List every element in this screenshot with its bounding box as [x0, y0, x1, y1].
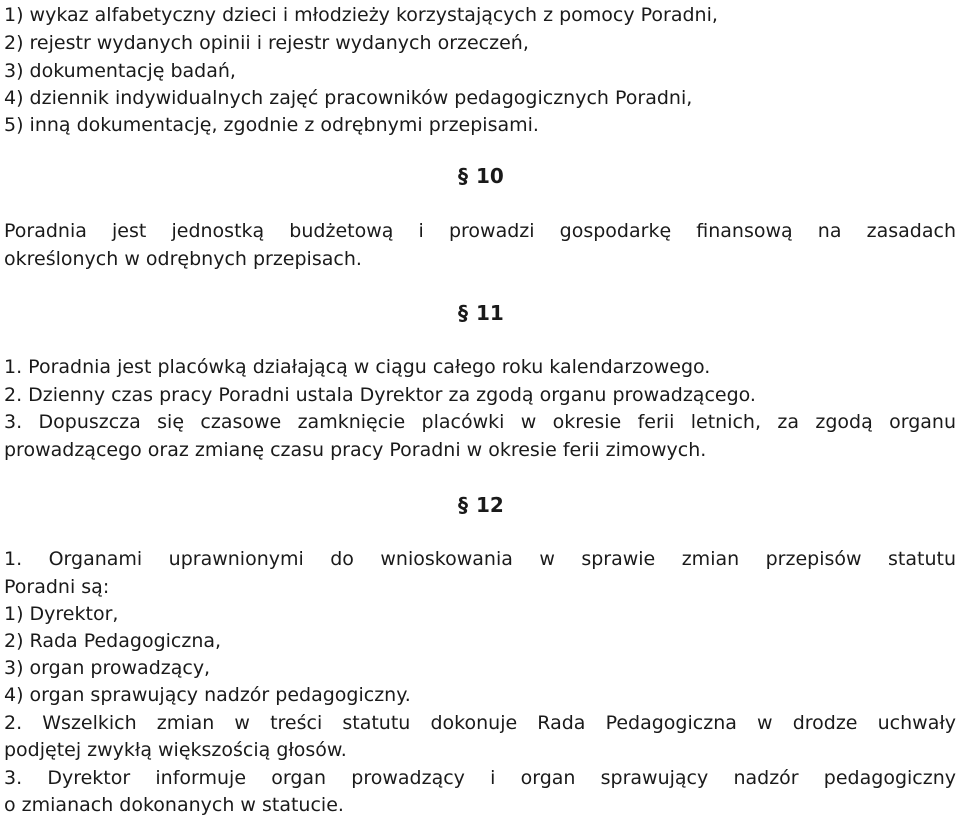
paragraph-line: Poradnia jest jednostką budżetową i prowadzi gospodarkę finansową na zasadach — [4, 220, 956, 242]
list-item: 1) Dyrektor, — [4, 603, 119, 625]
list-item: 2) rejestr wydanych opinii i rejestr wydanych orzeczeń, — [4, 32, 529, 54]
paragraph-line: 3. Dopuszcza się czasowe zamknięcie placówki w okresie ferii letnich, za zgodą organu — [4, 411, 956, 433]
paragraph-line: 3. Dyrektor informuje organ prowadzący i organ sprawujący nadzór pedagogiczny — [4, 767, 956, 789]
list-item: 4) dziennik indywidualnych zajęć pracowników pedagogicznych Poradni, — [4, 87, 693, 109]
paragraph-line: 1. Poradnia jest placówką działającą w ciągu całego roku kalendarzowego. — [4, 356, 711, 378]
paragraph-line: podjętej zwykłą większością głosów. — [4, 739, 347, 761]
section-number: 11 — [476, 301, 504, 325]
paragraph-line: określonych w odrębnych przepisach. — [4, 248, 362, 270]
paragraph-line: o zmianach dokonanych w statucie. — [4, 794, 344, 816]
list-item: 3) dokumentację badań, — [4, 60, 236, 82]
list-item: 3) organ prowadzący, — [4, 657, 211, 679]
section-sign: § — [458, 301, 468, 325]
section-heading-12 — [458, 492, 504, 518]
paragraph-line: Poradni są: — [4, 576, 110, 598]
section-sign: § — [458, 493, 468, 517]
section-sign: § — [458, 164, 468, 188]
paragraph-line: prowadzącego oraz zmianę czasu pracy Poradni w okresie ferii zimowych. — [4, 439, 707, 461]
list-item: 2) Rada Pedagogiczna, — [4, 630, 222, 652]
section-heading-11 — [458, 300, 504, 326]
paragraph-line: 2. Wszelkich zmian w treści statutu dokonuje Rada Pedagogiczna w drodze uchwały — [4, 712, 956, 734]
section-number: 12 — [476, 493, 504, 517]
section-number: 10 — [476, 164, 504, 188]
paragraph-line: 1. Organami uprawnionymi do wnioskowania w sprawie zmian przepisów statutu — [4, 548, 956, 570]
paragraph-line: 2. Dzienny czas pracy Poradni ustala Dyrektor za zgodą organu prowadzącego. — [4, 384, 756, 406]
list-item: 5) inną dokumentację, zgodnie z odrębnymi przepisami. — [4, 114, 539, 136]
list-item: 1) wykaz alfabetyczny dzieci i młodzieży korzystających z pomocy Poradni, — [4, 4, 718, 26]
section-heading-10 — [458, 163, 504, 189]
list-item: 4) organ sprawujący nadzór pedagogiczny. — [4, 684, 411, 706]
